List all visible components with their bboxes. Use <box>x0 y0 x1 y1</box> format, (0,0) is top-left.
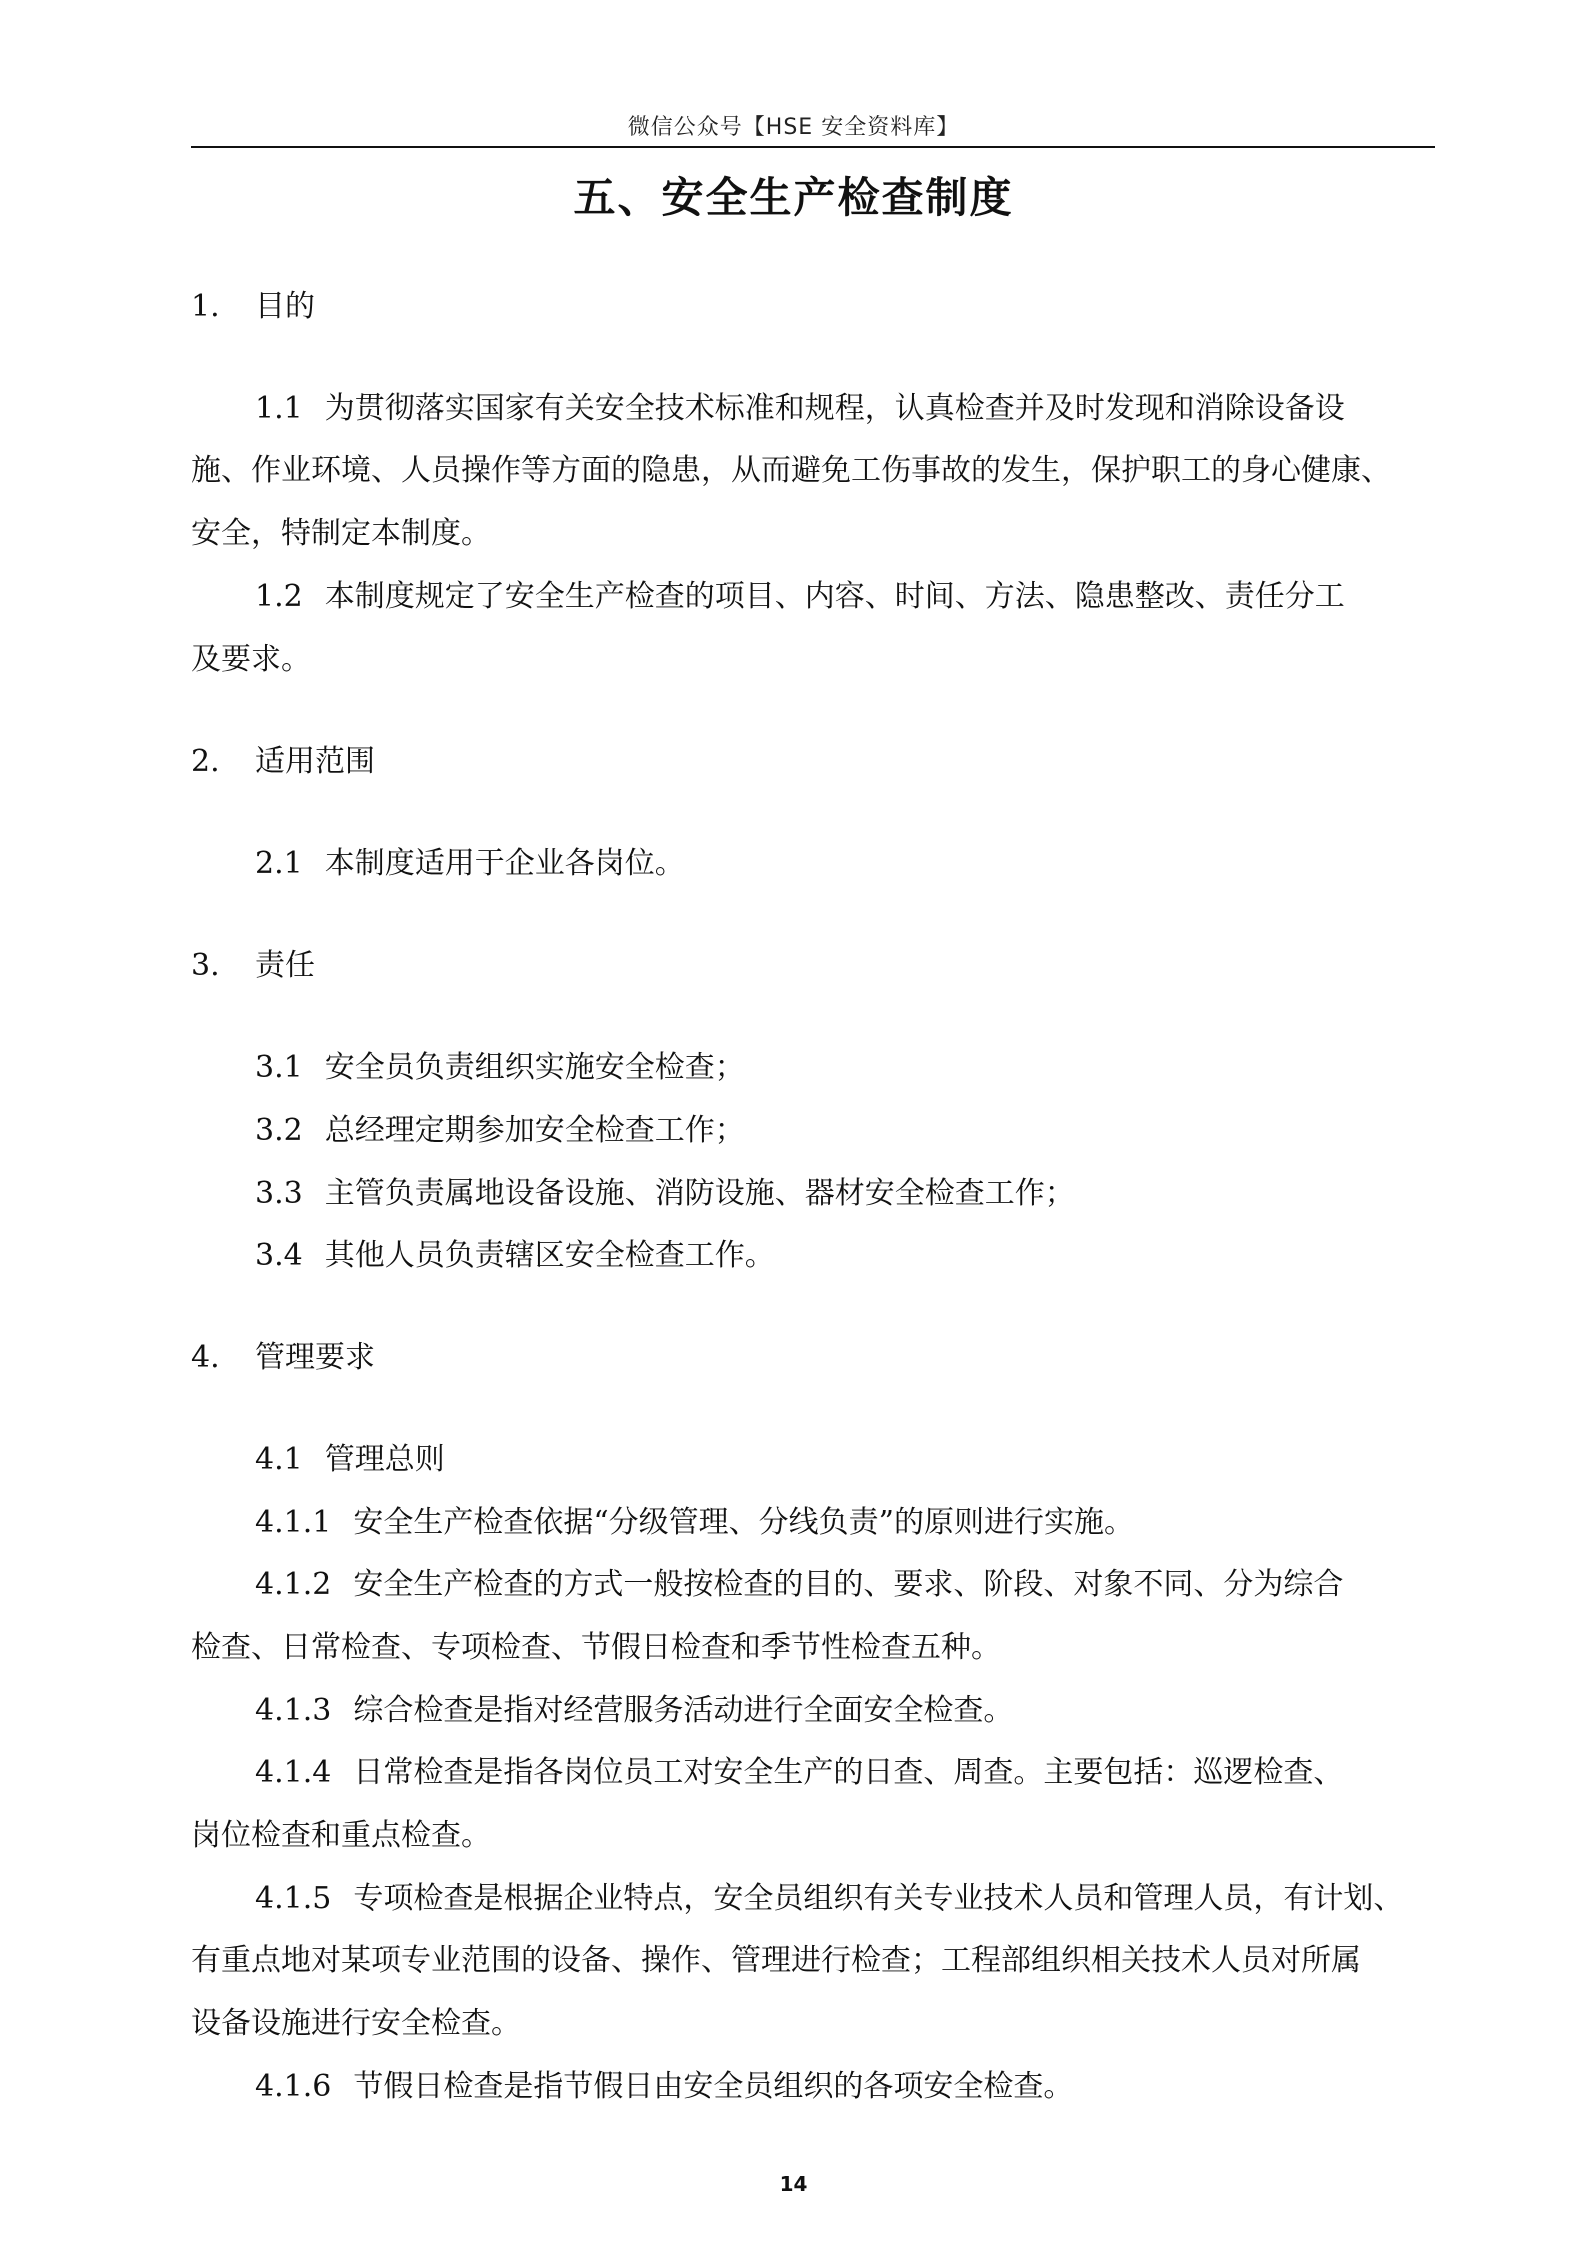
paragraph-line <box>191 640 311 680</box>
section-number: 2. <box>191 744 220 779</box>
paragraph-line <box>255 1048 745 1088</box>
item-text: 其他人员负责辖区安全检查工作。 <box>324 1238 775 1273</box>
paragraph-line <box>255 1879 1403 1919</box>
item-text: 检查、日常检查、专项检查、节假日检查和季节性检查五种。 <box>191 1630 1001 1665</box>
item-text: 岗位检查和重点检查。 <box>191 1818 491 1853</box>
section-number: 3. <box>191 948 220 983</box>
paragraph-line <box>191 514 491 554</box>
item-text: 施、作业环境、人员操作等方面的隐患，从而避免工伤事故的发生，保护职工的身心健康、 <box>191 453 1391 488</box>
item-number: 4.1 <box>255 1442 303 1477</box>
section-title: 目的 <box>255 289 315 324</box>
item-text: 主管负责属地设备设施、消防设施、器材安全检查工作； <box>324 1176 1075 1211</box>
page-number: 14 <box>779 2172 808 2196</box>
paragraph-line <box>255 1565 1343 1605</box>
item-number: 4.1.3 <box>255 1693 332 1728</box>
paragraph-line <box>191 1816 491 1856</box>
section-number: 4. <box>191 1340 220 1375</box>
item-text: 安全生产检查依据“分级管理、分线负责”的原则进行实施。 <box>353 1505 1135 1540</box>
item-number: 3.3 <box>255 1176 303 1211</box>
item-number: 2.1 <box>255 846 303 881</box>
section-heading <box>191 287 315 327</box>
paragraph-line <box>255 1111 745 1151</box>
item-number: 3.1 <box>255 1050 303 1085</box>
item-text: 本制度适用于企业各岗位。 <box>324 846 685 881</box>
item-text: 本制度规定了安全生产检查的项目、内容、时间、方法、隐患整改、责任分工 <box>324 579 1345 614</box>
paragraph-line <box>255 1440 445 1480</box>
item-number: 1.1 <box>255 391 303 426</box>
paragraph-line <box>255 577 1345 617</box>
section-title: 管理要求 <box>255 1340 375 1375</box>
item-text: 日常检查是指各岗位员工对安全生产的日查、周查。主要包括：巡逻检查、 <box>353 1755 1344 1790</box>
item-number: 4.1.2 <box>255 1567 332 1602</box>
paragraph-line <box>255 844 685 884</box>
item-text: 管理总则 <box>324 1442 445 1477</box>
header-divider <box>191 146 1435 148</box>
paragraph-line <box>191 2004 521 2044</box>
item-number: 4.1.1 <box>255 1505 332 1540</box>
paragraph-line <box>255 389 1345 429</box>
item-text: 安全员负责组织实施安全检查； <box>324 1050 745 1085</box>
item-number: 3.4 <box>255 1238 303 1273</box>
paragraph-line <box>255 1503 1134 1543</box>
document-title: 五、安全生产检查制度 <box>573 173 1014 222</box>
item-text: 安全，特制定本制度。 <box>191 516 491 551</box>
item-text: 及要求。 <box>191 642 311 677</box>
item-text: 节假日检查是指节假日由安全员组织的各项安全检查。 <box>353 2069 1074 2104</box>
section-heading <box>191 946 315 986</box>
paragraph-line <box>255 1174 1075 1214</box>
paragraph-line <box>191 1628 1001 1668</box>
item-text: 总经理定期参加安全检查工作； <box>324 1113 745 1148</box>
item-text: 为贯彻落实国家有关安全技术标准和规程，认真检查并及时发现和消除设备设 <box>324 391 1345 426</box>
section-title: 责任 <box>255 948 315 983</box>
paragraph-line <box>255 1236 775 1276</box>
section-title: 适用范围 <box>255 744 375 779</box>
item-number: 3.2 <box>255 1113 303 1148</box>
paragraph-line <box>255 1691 1013 1731</box>
section-number: 1. <box>191 289 220 324</box>
paragraph-line <box>191 451 1391 491</box>
section-heading <box>191 1338 375 1378</box>
item-number: 4.1.6 <box>255 2069 332 2104</box>
paragraph-line <box>191 1941 1361 1981</box>
paragraph-line <box>255 2067 1073 2107</box>
item-text: 专项检查是根据企业特点，安全员组织有关专业技术人员和管理人员，有计划、 <box>353 1881 1404 1916</box>
section-heading <box>191 742 375 782</box>
item-text: 综合检查是指对经营服务活动进行全面安全检查。 <box>353 1693 1014 1728</box>
item-text: 安全生产检查的方式一般按检查的目的、要求、阶段、对象不同、分为综合 <box>353 1567 1344 1602</box>
item-text: 设备设施进行安全检查。 <box>191 2006 521 2041</box>
item-number: 4.1.5 <box>255 1881 332 1916</box>
item-number: 4.1.4 <box>255 1755 332 1790</box>
item-number: 1.2 <box>255 579 303 614</box>
header-text: 微信公众号【HSE 安全资料库】 <box>627 115 960 140</box>
paragraph-line <box>255 1753 1343 1793</box>
item-text: 有重点地对某项专业范围的设备、操作、管理进行检查；工程部组织相关技术人员对所属 <box>191 1943 1361 1978</box>
